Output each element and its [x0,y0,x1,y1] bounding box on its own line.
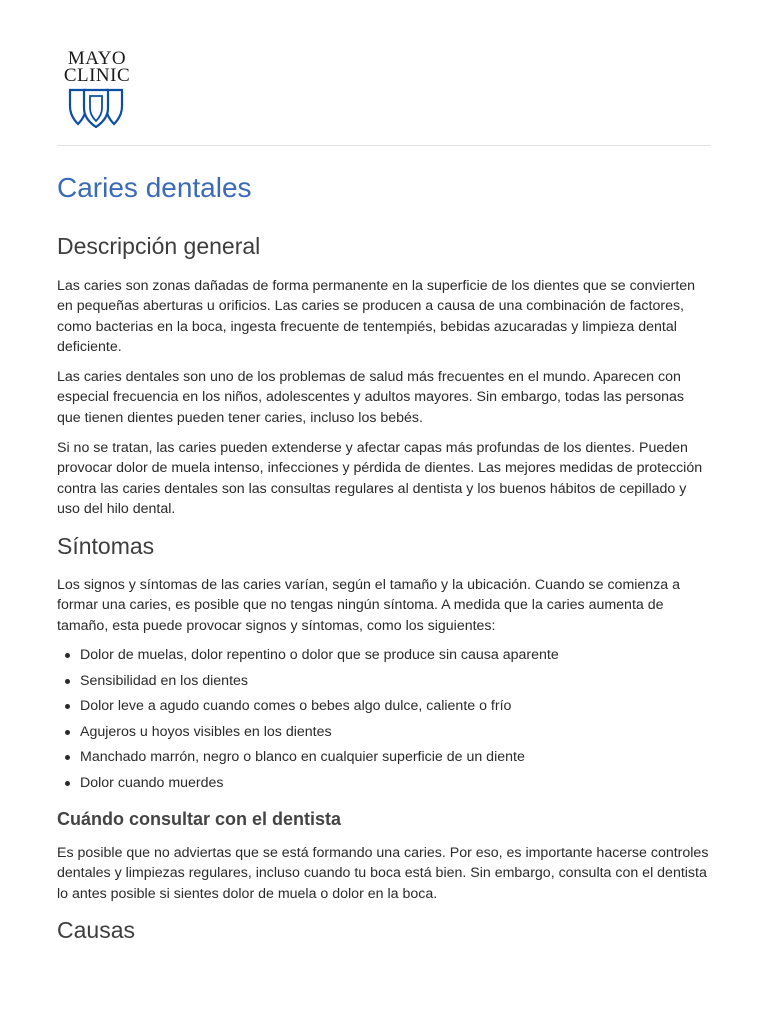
section-heading-symptoms: Síntomas [57,533,155,559]
list-item: Manchado marrón, negro o blanco en cualquier superficie de un diente [57,747,711,773]
header-divider [57,145,711,146]
when-to-see-paragraph: Es posible que no adviertas que se está formando una caries. Por eso, es importante hacerse controles dentales y limpiezas regulares, incluso cuando tu boca está bien. Sin embargo, consulta con el dentista lo antes posible si sientes dolor de muela o dolor en la boca. [57,845,709,902]
page-title: Caries dentales [57,172,252,203]
mayo-clinic-logo [60,50,140,134]
overview-paragraph-1: Las caries son zonas dañadas de forma permanente en la superficie de los dientes que se convierten en pequeñas aberturas u orificios. Las caries se producen a causa de una combinación de factores, como bacterias en la boca, ingesta frecuente de tentempiés, bebidas azucaradas y limpieza dental deficiente. [57,278,696,355]
logo-wordmark-mayo: MAYO [67,48,127,69]
list-item: Dolor leve a agudo cuando comes o bebes algo dulce, caliente o frío [57,696,711,722]
subsection-heading-when-to-see: Cuándo consultar con el dentista [57,809,342,829]
section-heading-causes: Causas [57,917,135,943]
list-item: Dolor cuando muerdes [57,773,711,799]
section-heading-overview: Descripción general [57,233,261,259]
symptoms-list [57,645,711,799]
mayo-clinic-shields-logo-icon [68,88,124,128]
overview-paragraph-2: Las caries dentales son uno de los problemas de salud más frecuentes en el mundo. Aparecen con especial frecuencia en los niños, adolescentes y adultos mayores. Sin embargo, todas las personas que tienen dientes pueden tener caries, incluso los bebés. [57,369,684,426]
list-item: Dolor de muelas, dolor repentino o dolor que se produce sin causa aparente [57,645,711,671]
logo-wordmark-clinic: CLINIC [63,65,131,86]
list-item: Sensibilidad en los dientes [57,671,711,697]
symptoms-intro: Los signos y síntomas de las caries varían, según el tamaño y la ubicación. Cuando se comienza a formar una caries, es posible que no tengas ningún síntoma. A medida que la caries aumenta de tamaño, esta puede provocar signos y síntomas, como los siguientes: [57,577,681,634]
overview-paragraph-3: Si no se tratan, las caries pueden extenderse y afectar capas más profundas de los dientes. Pueden provocar dolor de muela intenso, infecciones y pérdida de dientes. Las mejores medidas de protección contra las caries dentales son las consultas regulares al dentista y los buenos hábitos de cepillado y uso del hilo dental. [57,440,703,517]
list-item: Agujeros u hoyos visibles en los dientes [57,722,711,748]
